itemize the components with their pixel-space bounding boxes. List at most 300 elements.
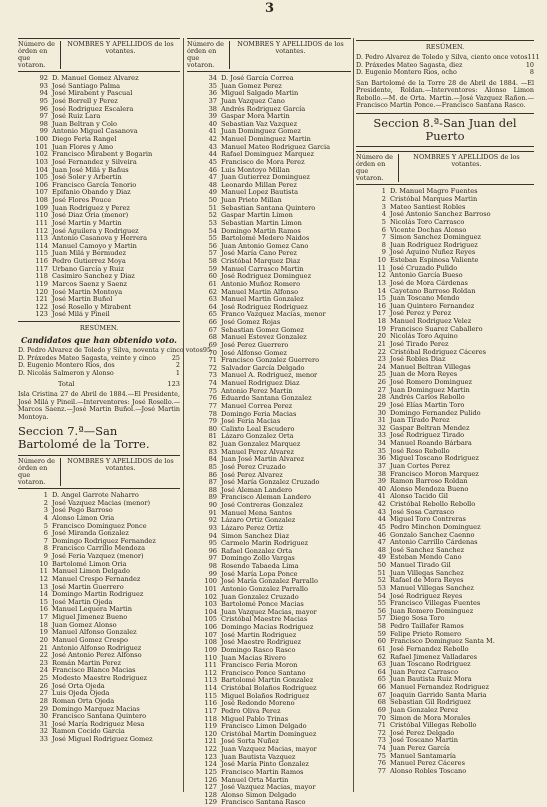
voter-number: 99: [208, 569, 217, 578]
voter-name: Juan José Martin Alvarez: [221, 455, 305, 464]
voter-name: Manuel Lequera Martin: [52, 605, 132, 614]
voter-number: 75: [377, 751, 386, 760]
voter-name: Juan Gonzalez Marquez: [221, 440, 301, 448]
voter-name: José Redondo Moreno: [221, 699, 295, 708]
voter-name: José Contreras Gonzalez: [221, 501, 303, 509]
voter-number: 86: [208, 470, 217, 479]
voter-name: Juan Bautista Vazquez: [221, 752, 296, 761]
voter-number: 73: [208, 371, 217, 380]
voter-number: 42: [377, 500, 386, 509]
voter-number: 76: [377, 759, 386, 768]
voter-number: 19: [39, 628, 48, 637]
voter-number: 98: [208, 562, 217, 570]
voter-number: 78: [208, 409, 217, 418]
voter-number: 123: [204, 752, 217, 761]
voter-number: 54: [377, 591, 386, 600]
voter-number: 15: [377, 294, 386, 303]
voter-number: 31: [39, 719, 48, 728]
voter-name: Juan Vazquez Macias, mayor: [221, 607, 317, 616]
voter-name: Juan Vazquez Cano: [221, 96, 285, 105]
voter-name: Juan Gomez Perez: [221, 81, 282, 90]
voter-number: 4: [43, 513, 48, 522]
voter-name: Gaspar Martin Limon: [221, 211, 293, 220]
voter-number: 115: [35, 249, 48, 258]
voter-number: 48: [377, 545, 386, 554]
voter-number: 92: [208, 516, 217, 525]
voter-name: José Martin y Martin: [52, 218, 122, 227]
voter-name: Simon de Mora Morales: [390, 713, 471, 722]
voter-name: Cristóbal Villegas Rebollo: [390, 721, 477, 730]
voter-name: Francisco Dominguez Ponce: [52, 521, 147, 530]
voter-name: Manuel Rodriguez Diaz: [221, 379, 300, 387]
voter-number: 20: [377, 332, 386, 341]
voter-name: Cristóbal Marques Martin: [390, 195, 478, 204]
voter-number: 30: [39, 712, 48, 721]
voter-name: Manuel Lopez Bautista: [221, 188, 299, 197]
voter-number: 128: [204, 790, 217, 799]
voter-name: José Perez Guerrero: [221, 340, 289, 349]
voter-name: Manuel Crespo Fernandez: [52, 574, 141, 583]
voter-name: José Perez Cruzado: [221, 462, 286, 471]
voter-number: 12: [39, 574, 48, 583]
voter-number: 55: [377, 599, 386, 608]
voter-name: José Fernandez y Silveira: [52, 157, 137, 166]
voter-number: 56: [377, 606, 386, 615]
voter-name: Juan Vazquez Macias, mayor: [221, 745, 317, 753]
voter-number: 18: [377, 317, 386, 326]
voter-name: Manuel Martin Alfonso: [221, 287, 299, 296]
voter-number: 1: [43, 491, 48, 499]
voter-name: José Martin Rodriguez: [221, 630, 297, 639]
voter-name: Eduardo Santana Gonzalez: [221, 394, 312, 403]
voter-name: José Pego Barroso: [52, 506, 113, 515]
voter-number: 32: [377, 423, 386, 432]
voter-name: Cristóbal Rodriguez Cáceres: [390, 347, 487, 356]
voter-number: 53: [377, 583, 386, 592]
voter-name: José Toscano Martin: [390, 736, 459, 745]
voter-name: Miguel Pablo Trinas: [221, 714, 289, 723]
voter-name: Salvador García Delgado: [221, 363, 305, 372]
voter-name: Juan Rodriguez Rodriguez: [390, 240, 478, 249]
voter-name: Juan Macias Rivero: [221, 653, 286, 662]
voter-name: Antonio Gonzalez Parrallo: [221, 584, 309, 593]
candidate-votes: 2: [175, 361, 180, 370]
voter-name: Esteban Espinosa Valiente: [390, 256, 479, 265]
voter-number: 2: [381, 195, 386, 204]
voter-number: 45: [208, 157, 217, 166]
voter-name: Bartolomé Limon Oria: [52, 559, 127, 568]
voter-name: José Romero Dominguez: [390, 378, 473, 387]
voter-name: Cristóbal Rebollo Rebollo: [390, 500, 476, 509]
voter-number: 59: [208, 264, 217, 273]
voter-name: Epifanio Obando y Diaz: [52, 188, 131, 197]
voter-number: 38: [377, 469, 386, 478]
voter-number: 119: [35, 279, 48, 288]
voter-number: 87: [208, 478, 217, 487]
voter-name: Manuel Orta Martin: [221, 775, 289, 784]
voter-number: 119: [204, 722, 217, 731]
voter-name: Juan Villegas Sanchez: [390, 568, 464, 577]
voter-name: José Feria Vazquez (menor): [52, 552, 144, 560]
voter-name: Lázaro Perez Ortiz: [221, 523, 284, 532]
voter-name: José Rodriguez Escalera: [52, 104, 134, 113]
voter-number: 103: [35, 157, 48, 166]
voter-number: 74: [377, 744, 386, 753]
voter-number: 97: [208, 554, 217, 563]
voter-name: Rafael Dominguez Marquez: [221, 150, 315, 159]
voter-name: Domingo Fernandez Pulido: [390, 408, 481, 417]
voter-number: 10: [377, 256, 386, 265]
voter-number: 47: [377, 538, 386, 547]
total-label: Total: [58, 380, 75, 389]
voter-number: 3: [381, 202, 386, 211]
voter-name: Manuel Rodriguez Velez: [390, 317, 472, 326]
voter-name: José Cruzado Pulido: [390, 263, 458, 272]
voter-name: Manuel Santamaría: [390, 751, 456, 760]
voter-number: 54: [208, 226, 217, 235]
voter-number: 117: [35, 264, 48, 273]
header-names: NOMBRES Y APELLIDOS de los votantes.: [67, 40, 174, 55]
voter-name: Manuel Martin Gonzalez: [221, 295, 304, 304]
voter-number: 11: [377, 263, 386, 272]
voter-number: 44: [377, 515, 386, 524]
voter-number: 27: [39, 689, 48, 698]
voter-name: D. José García Correa: [221, 74, 294, 82]
voter-number: 64: [377, 667, 386, 676]
voter-name: José Aleman Landero: [221, 485, 293, 494]
voter-name: Miguel Toscano Rodriguez: [390, 454, 479, 463]
voter-name: Roman Orta Ojeda: [52, 696, 115, 705]
voter-number: 99: [39, 127, 48, 136]
section-title: Seccion 7.ª—San Bartolomé de la Torre.: [18, 424, 150, 451]
voter-name: Domingo Marquez Macias: [52, 704, 140, 713]
voter-number: 72: [377, 728, 386, 737]
voter-name: Bartolomé Ponce Macias: [221, 600, 304, 609]
voter-name: José Martin Montoya: [52, 287, 123, 296]
voter-name: José Gomez Rojas: [221, 318, 281, 326]
voter-name: Simon Sanchez Diaz: [221, 531, 290, 540]
voter-number: 66: [208, 318, 217, 326]
candidate-name: D. Pedro Alvarez de Toledo y Silva, ciento once votos: [356, 53, 528, 61]
voter-number: 39: [377, 477, 386, 486]
voter-name: Domingo Macias Rodriguez: [221, 623, 314, 631]
voter-number: 127: [204, 783, 217, 792]
voter-name: Casimiro Sanchez y Diaz: [52, 272, 135, 281]
voter-number: 56: [208, 241, 217, 250]
voter-number: 23: [377, 355, 386, 364]
voter-name: Ramon Barroso Roldan: [390, 477, 468, 486]
voter-name: Antonio Miguel Casanova: [52, 127, 138, 136]
voter-name: José Tirado Perez: [390, 339, 449, 348]
header-names: NOMBRES Y APELLIDOS de los votantes.: [237, 40, 344, 55]
voter-name: Manuel Fernandez Rodriguez: [390, 683, 489, 692]
voter-name: Juan Perez Carrasco: [390, 667, 459, 676]
voter-number: 106: [204, 623, 217, 631]
voter-name: Juan Tirado Perez: [390, 416, 450, 425]
voter-name: José Aquino Nuñez Reyes: [390, 248, 476, 257]
voter-number: 35: [377, 446, 386, 455]
voter-name: Domingo Martin Ramos: [221, 226, 301, 235]
voter-number: 52: [377, 576, 386, 585]
voter-number: 63: [208, 295, 217, 304]
voter-number: 49: [208, 188, 217, 197]
voter-name: Antonio Muñoz Romero: [221, 279, 301, 288]
voter-number: 64: [208, 302, 217, 311]
voter-name: Juan Dominguez Gomez: [221, 127, 301, 136]
voter-name: Francisco Ponce Santano: [221, 668, 306, 677]
voter-name: Sebastian Santana Quintero: [221, 203, 316, 212]
voter-number: 110: [204, 653, 217, 662]
voter-name: Juan Prieto Millan: [221, 196, 282, 204]
voter-number: 79: [208, 417, 217, 426]
voter-name: José Rodriguez Tirado: [390, 431, 465, 440]
voter-number: 112: [204, 668, 217, 677]
voter-number: 109: [35, 203, 48, 212]
voter-name: Domingo Rasco Rasco: [221, 645, 296, 654]
voter-name: José Flores Pouce: [52, 196, 112, 204]
voter-number: 66: [377, 683, 386, 692]
voter-number: 65: [208, 310, 217, 319]
voter-number: 52: [208, 211, 217, 220]
voter-name: Francisco Blanco Macias: [52, 666, 136, 675]
voter-name: Gaspar Mora Martin: [221, 112, 290, 121]
voter-number: 57: [208, 249, 217, 258]
voter-name: Nicolás Toro Carrasco: [390, 217, 465, 226]
voter-name: Miguel Salgado Martin: [221, 89, 299, 98]
voter-number: 28: [39, 696, 48, 705]
total-value: 123: [167, 380, 180, 389]
voter-number: 61: [208, 279, 217, 288]
resumen-title: RESÚMEN.: [425, 43, 465, 51]
voter-number: 89: [208, 493, 217, 502]
voter-number: 5: [43, 521, 48, 530]
voter-number: 25: [39, 674, 48, 682]
voter-number: 90: [208, 501, 217, 509]
voter-number: 112: [35, 226, 48, 235]
vote-summary: [18, 346, 212, 377]
voter-number: 13: [377, 278, 386, 287]
voter-number: 118: [204, 714, 217, 723]
voter-name: Juan Bautista Ruiz Mora: [390, 675, 472, 684]
voter-name: Juan Flores y Amo: [52, 142, 114, 151]
voter-name: Luis Ojeda Ojeda: [52, 689, 110, 698]
voter-number: 122: [35, 302, 48, 311]
voter-number: 83: [208, 447, 217, 456]
candidate-name: D. Eugenio Montero Rios, ocho: [356, 68, 457, 77]
voter-name: Manuel Camoyo y Martin: [52, 241, 137, 250]
voter-number: 28: [377, 393, 386, 402]
voter-number: 73: [377, 736, 386, 745]
voter-number: 84: [208, 455, 217, 464]
voter-number: 1: [381, 187, 386, 196]
voter-name: José Roso Rebollo: [390, 446, 450, 455]
voter-name: Francisco Feria Moron: [221, 661, 298, 670]
voter-number: 109: [204, 645, 217, 654]
voter-name: José Maestre Rodriguez: [221, 638, 302, 647]
voter-number: 74: [208, 379, 217, 387]
voter-name: D. Angel Garrote Naharro: [52, 491, 139, 499]
voter-number: 114: [35, 241, 48, 250]
voter-name: Juan Quintero Fernandez: [390, 301, 475, 310]
candidate-name: D. Nicolás Salmeron y Alonso: [18, 368, 114, 377]
voter-name: José Rodriguez Rodriguez: [221, 302, 308, 311]
voter-name: Román Martin Perez: [52, 658, 121, 667]
voter-number: 12: [377, 271, 386, 280]
voter-name: Esteban Mendo Cano: [390, 553, 462, 562]
voter-name: Juan Gutierrez Dominguez: [221, 173, 310, 182]
voter-number: 104: [204, 607, 217, 616]
voter-number: 63: [377, 660, 386, 669]
voter-name: José Rosello y Mirabent: [52, 302, 132, 311]
voter-number: 41: [208, 127, 217, 136]
voter-number: 41: [377, 492, 386, 501]
voter-number: 39: [208, 112, 217, 121]
voter-name: José Rodriguez Dominguez: [221, 272, 312, 281]
voter-name: Alonso Robles Toscano: [390, 766, 467, 775]
candidate-votes: 1: [175, 368, 180, 377]
voter-name: José Alfonso Gomez: [221, 348, 287, 357]
voter-name: Pedro Taillafer Ramos: [390, 622, 464, 631]
voter-number: 77: [208, 401, 217, 410]
voter-name: José Vazquez Macias (menor): [52, 498, 151, 507]
voter-name: José Robles Diaz: [390, 355, 446, 364]
voter-name: Miguel Jimenez Bueno: [52, 613, 128, 621]
voter-number: 98: [39, 119, 48, 128]
voter-number: 46: [208, 165, 217, 174]
voter-number: 34: [208, 74, 217, 82]
voter-number: 46: [377, 530, 386, 539]
voter-name: José Martin Ojeda: [52, 597, 113, 606]
voter-name: José Antonio Sanchez Barroso: [390, 210, 491, 219]
voter-number: 26: [377, 378, 386, 387]
voter-number: 95: [208, 539, 217, 548]
voter-number: 4: [381, 210, 386, 219]
voter-number: 101: [204, 584, 217, 593]
voter-name: José María Gonzalez Cruzado: [221, 478, 320, 487]
voter-name: Juan Gomez Alonso: [52, 620, 117, 629]
voter-name: Manuel Correa Perez: [221, 401, 293, 410]
voter-name: Juan Beltran y Colo: [52, 119, 118, 128]
voter-number: 61: [377, 644, 386, 653]
voter-number: 29: [39, 704, 48, 713]
voter-name: Sebastian Martin Limon: [221, 218, 302, 227]
voter-number: 111: [204, 661, 217, 670]
voter-number: 71: [377, 721, 386, 730]
voter-name: Alonso Tacido Gil: [390, 492, 448, 501]
voter-name: Rafael Gonzalez Orta: [221, 546, 293, 555]
voter-name: Juan Milá y Bermudez: [52, 249, 126, 258]
voter-number: 37: [377, 461, 386, 470]
voter-name: Nicolás Toro Aquino: [390, 332, 458, 341]
voter-number: 108: [204, 638, 217, 647]
voter-name: Juan Gonzalez Perez: [390, 705, 459, 714]
voter-name: José Sosa Carrasco: [390, 507, 455, 516]
voter-name: Antonio Casanova y Herrera: [52, 234, 148, 243]
voter-name: Sebastian Vaz Vazquez: [221, 119, 298, 128]
voter-list: [187, 75, 351, 807]
voter-name: José Elías Martin Toro: [390, 400, 465, 409]
column-3: [356, 38, 540, 776]
header-names: NOMBRES Y APELLIDOS de los votantes.: [67, 457, 174, 472]
voter-number: 70: [377, 713, 386, 722]
resumen-title: RESÚMEN.: [79, 324, 119, 332]
voter-number: 57: [377, 614, 386, 623]
voter-number: 50: [208, 196, 217, 204]
voter-number: 126: [204, 775, 217, 784]
voter-number: 8: [381, 240, 386, 249]
voter-number: 69: [377, 705, 386, 714]
header-number: Número de órden en que votaron.: [18, 458, 61, 486]
candidates-title: Candidatos que han obtenido voto.: [21, 335, 177, 345]
voter-number: 11: [39, 567, 48, 576]
voter-name: Francisco de Mora Perez: [221, 157, 305, 166]
voter-number: 58: [377, 622, 386, 631]
voter-name: José María Lopa Ponce: [221, 569, 298, 578]
voter-number: 18: [39, 620, 48, 629]
voter-number: 102: [204, 592, 217, 601]
voter-name: José María Rodriguez Mesa: [52, 719, 145, 728]
voter-name: José Orta Ojeda: [52, 681, 105, 690]
voter-number: 40: [208, 119, 217, 128]
candidate-name: D. Eugenio Montero Rios, dos: [18, 361, 115, 370]
voter-number: 62: [208, 287, 217, 296]
voter-name: Lázaro Gonzalez Orta: [221, 432, 294, 441]
voter-name: Manuel Mateo Rodriguez Garcia: [221, 142, 331, 151]
voter-name: José María Gonzalez Parrallo: [221, 577, 318, 586]
voter-name: Manuel Limon Delgado: [52, 567, 130, 576]
voter-number: 9: [43, 552, 48, 560]
voter-name: Domingo Feria Macias: [221, 409, 297, 418]
voter-name: Francisco Aleman Landero: [221, 493, 311, 502]
voter-name: Francisco Mirabent y Bogarin: [52, 150, 153, 159]
voter-name: José Borrell y Perez: [52, 96, 118, 105]
voter-number: 51: [377, 568, 386, 577]
voter-number: 33: [39, 735, 48, 743]
voter-number: 53: [208, 218, 217, 227]
voter-number: 17: [377, 309, 386, 318]
voter-name: Pedro Minchon Dominguez: [390, 522, 481, 531]
voter-name: José Martin Guerrero: [52, 582, 124, 591]
voter-name: José Ruiz Lara: [52, 112, 101, 121]
voter-name: José Santiago Palma: [52, 81, 121, 90]
voter-number: 59: [377, 629, 386, 638]
voter-number: 2: [43, 498, 48, 507]
voter-number: 117: [204, 706, 217, 715]
voter-name: José Diaz Oria (menor): [52, 211, 129, 220]
voter-number: 100: [35, 135, 48, 143]
voter-name: Cristóbal Marquez Diaz: [221, 257, 301, 265]
voter-number: 47: [208, 173, 217, 182]
voter-number: 3: [43, 506, 48, 515]
voter-number: 49: [377, 553, 386, 562]
voter-name: Domingo Rodriguez Fernandez: [52, 536, 156, 545]
voter-name: Antonio Perez Martin: [221, 386, 293, 395]
voter-number: 96: [208, 546, 217, 555]
voter-number: 123: [35, 310, 48, 319]
voter-number: 26: [39, 681, 48, 690]
voter-number: 7: [43, 536, 48, 545]
voter-list: [18, 492, 180, 744]
voter-number: 116: [204, 699, 217, 708]
voter-name: Juan Toscano Mendo: [390, 294, 460, 303]
voter-name: Juan Romero Dominguez: [390, 606, 474, 615]
voter-number: 21: [39, 643, 48, 652]
voter-number: 30: [377, 408, 386, 417]
header-number: Número de órden en que votaron.: [187, 41, 230, 69]
voter-number: 14: [39, 590, 48, 599]
voter-number: 120: [204, 729, 217, 738]
voter-number: 91: [208, 508, 217, 517]
